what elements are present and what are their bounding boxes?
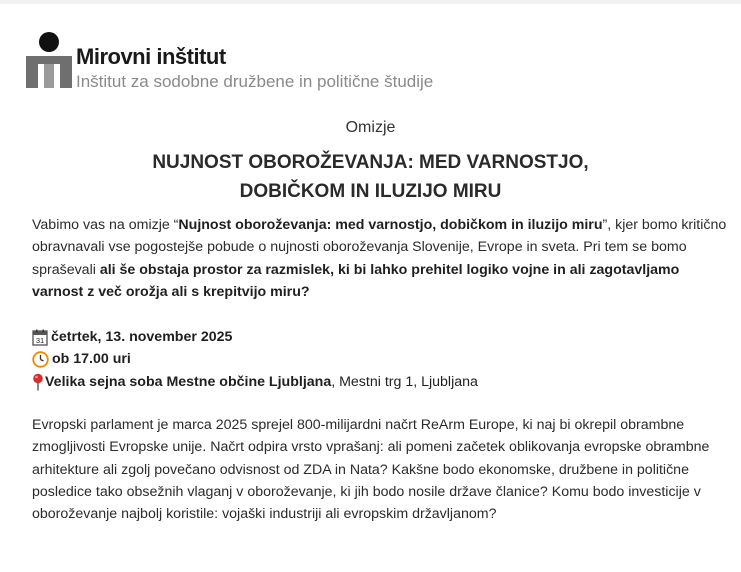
intro-question: ali še obstaja prostor za razmislek, ki bi lahko prehitel logiko vojne in ali zagotavljamo varnost z več orožja ali s krepitvijo miru? [32,261,680,300]
logo-subtitle: Inštitut za sodobne družbene in politične študije [76,72,434,91]
event-title-line-2: DOBIČKOM IN ILUZIJO MIRU [239,181,502,202]
intro-event-name: Nujnost oboroževanja: med varnostjo, dobičkom in iluzijo miru [178,217,603,233]
intro-text-1: Vabimo vas na omizje “ [32,217,179,233]
calendar-icon [32,329,48,346]
event-date [32,326,732,348]
event-time [32,348,732,370]
institute-logo[interactable] [26,30,434,92]
logo-name: Mirovni inštitut [76,44,226,69]
event-location [32,371,732,393]
pushpin-icon [32,373,44,391]
event-address: , Mestni trg 1, Ljubljana [331,373,478,390]
event-details [32,326,732,393]
event-title [0,148,741,206]
mirovni-institut-logo-icon [26,30,74,92]
clock-icon [32,351,49,368]
top-strip [0,0,741,4]
intro-paragraph [32,214,732,303]
event-time-text: ob 17.00 uri [52,351,131,368]
event-title-line-1: NUJNOST OBOROŽEVANJA: MED VARNOSTJO, [152,152,589,173]
event-date-text: četrtek, 13. november 2025 [51,329,233,345]
event-kicker: Omizje [345,119,396,136]
intro-text-2: ”, kjer bomo kritično obravnavali vse pogostejše pobude o nujnosti oboroževanja Slovenije, Evrope in sveta. Pri tem se bomo spraševali [32,217,727,278]
body-paragraph: Evropski parlament je marca 2025 sprejel 800-milijardni načrt ReArm Europe, ki naj bi okrepil obrambne zmogljivosti Evropske unije. Načrt odpira vrsto vprašanj: ali pomeni začetek oblikovanja evropske obrambne arhitekture ali zgolj povečano odvisnost od ZDA in Nata? Kakšne bodo ekonomske, družbene in politične posledice tako obsežnih vlaganj v oboroževanje, ki jih bodo nosile države članice? Komu bodo investicije v oboroževanje najbolj koristile: vojaški industriji ali evropskim državljanom? [32,417,710,523]
calendar-day: 31 [35,335,45,345]
event-venue: Velika sejna soba Mestne občine Ljubljana [45,373,332,390]
